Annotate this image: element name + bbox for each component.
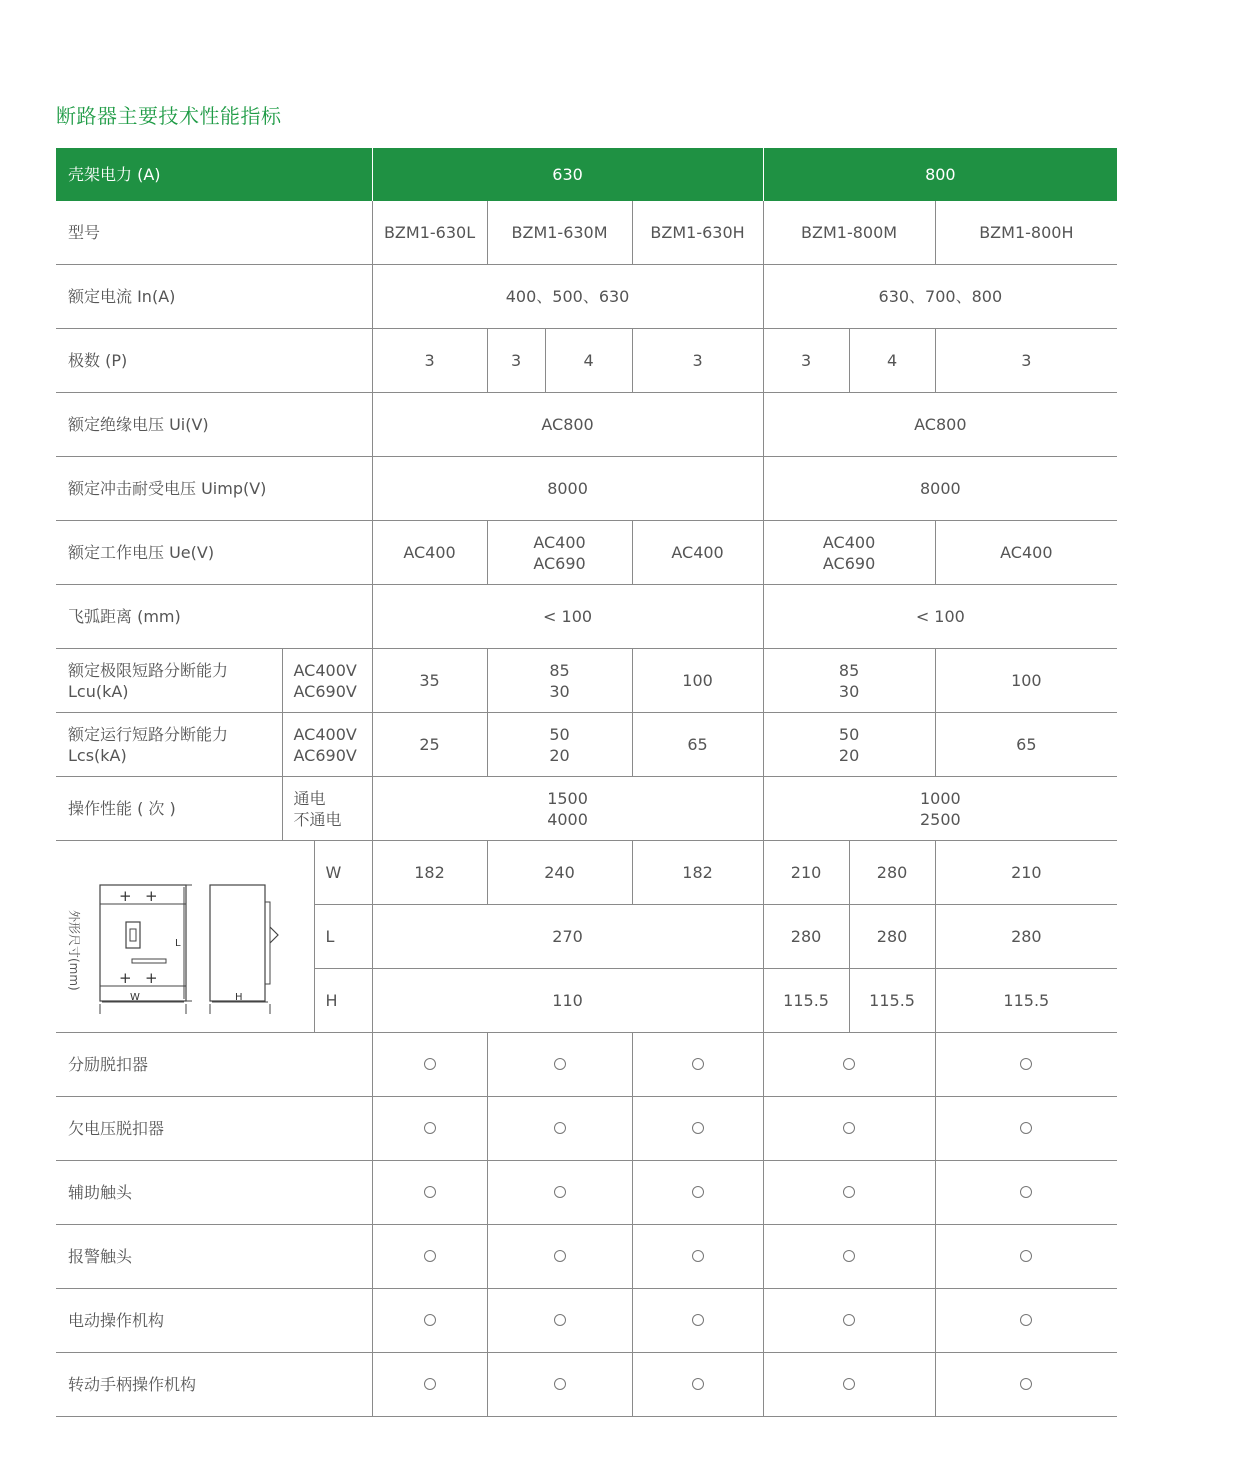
option-cell xyxy=(487,1225,632,1289)
row-label: 操作性能 ( 次 ) xyxy=(56,777,282,841)
option-cell xyxy=(632,1353,763,1417)
value-cell: 65 xyxy=(632,713,763,777)
value-cell: 400、500、630 xyxy=(372,265,763,329)
value-cell xyxy=(487,649,632,713)
option-cell xyxy=(372,1161,487,1225)
value-line: 30 xyxy=(549,681,570,701)
option-cell xyxy=(632,1161,763,1225)
label-line: 额定运行短路分断能力 xyxy=(68,724,229,744)
value-line: 30 xyxy=(838,681,860,701)
option-cell xyxy=(763,1097,935,1161)
circle-icon xyxy=(554,1378,566,1390)
dim-letter-w: W xyxy=(130,991,140,1003)
value-cell xyxy=(763,649,935,713)
circle-icon xyxy=(692,1058,704,1070)
value-cell: 210 xyxy=(935,841,1117,905)
option-cell xyxy=(487,1033,632,1097)
value-cell: 8000 xyxy=(372,457,763,521)
table-row xyxy=(56,1161,1117,1225)
value-line: AC690 xyxy=(822,553,876,573)
value-line: 20 xyxy=(838,745,860,765)
table-row xyxy=(56,329,1117,393)
option-cell xyxy=(487,1161,632,1225)
option-cell xyxy=(763,1353,935,1417)
frame-800: 800 xyxy=(763,148,1117,201)
sub-label xyxy=(282,649,372,713)
label-line: Lcs(kA) xyxy=(68,745,127,765)
circle-icon xyxy=(692,1250,704,1262)
row-label: 额定绝缘电压 Ui(V) xyxy=(56,393,372,457)
value-line: AC690 xyxy=(533,553,586,573)
row-label xyxy=(56,713,282,777)
circle-icon xyxy=(692,1122,704,1134)
label-line: 额定极限短路分断能力 xyxy=(68,660,229,680)
row-label: 欠电压脱扣器 xyxy=(56,1097,372,1161)
dim-letter-l: L xyxy=(175,937,181,949)
circle-icon xyxy=(554,1250,566,1262)
dimension-label: 外形尺寸(mm) xyxy=(67,909,81,991)
row-label: 分励脱扣器 xyxy=(56,1033,372,1097)
dimension-figure xyxy=(56,841,314,1033)
sub-line: AC690V xyxy=(293,745,357,765)
value-cell: 210 xyxy=(763,841,849,905)
value-cell: 35 xyxy=(372,649,487,713)
value-cell: 3 xyxy=(935,329,1117,393)
circle-icon xyxy=(1020,1314,1032,1326)
sub-line: AC690V xyxy=(293,681,357,701)
row-label: 额定工作电压 Ue(V) xyxy=(56,521,372,585)
value-cell xyxy=(763,521,935,585)
value-line: AC400 xyxy=(822,532,876,552)
value-cell: AC400 xyxy=(632,521,763,585)
option-cell xyxy=(632,1225,763,1289)
option-cell xyxy=(632,1289,763,1353)
value-cell: 3 xyxy=(487,329,545,393)
value-cell: AC400 xyxy=(372,521,487,585)
value-cell xyxy=(487,521,632,585)
circle-icon xyxy=(843,1378,855,1390)
table-row xyxy=(56,201,1117,265)
circle-icon xyxy=(1020,1186,1032,1198)
row-label: 转动手柄操作机构 xyxy=(56,1353,372,1417)
table-row xyxy=(56,457,1117,521)
value-cell: 280 xyxy=(935,905,1117,969)
value-line: 4000 xyxy=(547,809,588,829)
value-cell: 4 xyxy=(545,329,632,393)
value-cell: 100 xyxy=(632,649,763,713)
dim-name: L xyxy=(314,905,372,969)
value-line: AC400 xyxy=(533,532,586,552)
circle-icon xyxy=(424,1250,436,1262)
value-line: 50 xyxy=(838,724,860,744)
value-cell: 25 xyxy=(372,713,487,777)
value-cell: 182 xyxy=(372,841,487,905)
row-label: 飞弧距离 (mm) xyxy=(56,585,372,649)
value-cell: 3 xyxy=(763,329,849,393)
circle-icon xyxy=(424,1314,436,1326)
table-row xyxy=(56,393,1117,457)
model-cell: BZM1-630H xyxy=(632,201,763,265)
option-cell xyxy=(763,1289,935,1353)
circle-icon xyxy=(424,1122,436,1134)
table-row xyxy=(56,265,1117,329)
value-cell: 110 xyxy=(372,969,763,1033)
table-row xyxy=(56,777,1117,841)
dim-name: H xyxy=(314,969,372,1033)
table-row xyxy=(56,1097,1117,1161)
value-cell xyxy=(763,713,935,777)
value-cell: 65 xyxy=(935,713,1117,777)
plus-sign: + xyxy=(119,886,132,905)
option-cell xyxy=(372,1225,487,1289)
value-cell: 270 xyxy=(372,905,763,969)
row-label: 极数 (P) xyxy=(56,329,372,393)
nameplate xyxy=(132,959,166,963)
dim-name: W xyxy=(314,841,372,905)
option-cell xyxy=(487,1353,632,1417)
sub-line: 不通电 xyxy=(293,809,342,829)
frame-label: 壳架电力 (A) xyxy=(56,148,372,201)
table-row xyxy=(56,649,1117,713)
model-cell: BZM1-630L xyxy=(372,201,487,265)
circle-icon xyxy=(843,1122,855,1134)
option-cell xyxy=(763,1033,935,1097)
side-view-step xyxy=(265,902,270,984)
row-label: 型号 xyxy=(56,201,372,265)
value-cell xyxy=(487,713,632,777)
circle-icon xyxy=(843,1250,855,1262)
circle-icon xyxy=(554,1186,566,1198)
option-cell xyxy=(935,1353,1117,1417)
frame-630: 630 xyxy=(372,148,763,201)
spec-table xyxy=(56,148,1117,1417)
table-row xyxy=(56,841,1117,905)
value-line: 50 xyxy=(549,724,570,744)
value-cell: 182 xyxy=(632,841,763,905)
value-cell xyxy=(763,777,1117,841)
option-cell xyxy=(487,1289,632,1353)
value-cell: 115.5 xyxy=(935,969,1117,1033)
value-cell: 3 xyxy=(372,329,487,393)
circle-icon xyxy=(554,1122,566,1134)
plus-sign: + xyxy=(119,968,132,987)
value-line: 1500 xyxy=(547,788,588,808)
value-line: 85 xyxy=(838,660,860,680)
value-cell: AC400 xyxy=(935,521,1117,585)
dim-letter-h: H xyxy=(235,991,243,1003)
circle-icon xyxy=(692,1378,704,1390)
sub-label xyxy=(282,713,372,777)
model-cell: BZM1-630M xyxy=(487,201,632,265)
row-label: 报警触头 xyxy=(56,1225,372,1289)
circle-icon xyxy=(1020,1122,1032,1134)
table-row xyxy=(56,1289,1117,1353)
sub-line: AC400V xyxy=(293,724,357,744)
table-row xyxy=(56,1225,1117,1289)
plus-sign: + xyxy=(145,968,158,987)
value-cell: 280 xyxy=(849,841,935,905)
option-cell xyxy=(935,1289,1117,1353)
page-title: 断路器主要技术性能指标 xyxy=(56,104,282,128)
value-cell: 280 xyxy=(849,905,935,969)
label-line: Lcu(kA) xyxy=(68,681,129,701)
option-cell xyxy=(935,1033,1117,1097)
option-cell xyxy=(763,1225,935,1289)
circle-icon xyxy=(424,1186,436,1198)
option-cell xyxy=(372,1353,487,1417)
value-line: 1000 xyxy=(919,788,961,808)
option-cell xyxy=(372,1289,487,1353)
value-cell: 100 xyxy=(935,649,1117,713)
table-row xyxy=(56,1353,1117,1417)
circle-icon xyxy=(692,1186,704,1198)
sub-line: AC400V xyxy=(293,660,357,680)
circle-icon xyxy=(1020,1378,1032,1390)
option-cell xyxy=(487,1097,632,1161)
value-line: 2500 xyxy=(919,809,961,829)
option-cell xyxy=(632,1033,763,1097)
value-cell: 240 xyxy=(487,841,632,905)
circle-icon xyxy=(843,1186,855,1198)
handle xyxy=(126,922,140,948)
circle-icon xyxy=(424,1058,436,1070)
row-label xyxy=(56,649,282,713)
circle-icon xyxy=(554,1314,566,1326)
row-label: 额定冲击耐受电压 Uimp(V) xyxy=(56,457,372,521)
circle-icon xyxy=(843,1058,855,1070)
value-cell: AC800 xyxy=(372,393,763,457)
option-cell xyxy=(372,1033,487,1097)
side-view-body xyxy=(210,885,265,1001)
value-cell: 115.5 xyxy=(763,969,849,1033)
value-cell: 630、700、800 xyxy=(763,265,1117,329)
value-cell: 4 xyxy=(849,329,935,393)
circle-icon xyxy=(1020,1058,1032,1070)
sub-label xyxy=(282,777,372,841)
handle-slot xyxy=(130,929,136,941)
side-view-handle xyxy=(270,927,278,943)
row-label: 额定电流 In(A) xyxy=(56,265,372,329)
value-cell: 8000 xyxy=(763,457,1117,521)
plus-sign: + xyxy=(145,886,158,905)
model-cell: BZM1-800H xyxy=(935,201,1117,265)
value-line: 20 xyxy=(549,745,570,765)
row-label: 电动操作机构 xyxy=(56,1289,372,1353)
value-cell: < 100 xyxy=(763,585,1117,649)
row-label: 辅助触头 xyxy=(56,1161,372,1225)
header-row xyxy=(56,148,1117,201)
option-cell xyxy=(372,1097,487,1161)
value-line: 85 xyxy=(549,660,570,680)
model-cell: BZM1-800M xyxy=(763,201,935,265)
value-cell: AC800 xyxy=(763,393,1117,457)
value-cell: 115.5 xyxy=(849,969,935,1033)
sub-line: 通电 xyxy=(293,788,326,808)
circle-icon xyxy=(692,1314,704,1326)
value-cell xyxy=(372,777,763,841)
circle-icon xyxy=(424,1378,436,1390)
front-view-body xyxy=(100,885,186,1001)
option-cell xyxy=(763,1161,935,1225)
table-row xyxy=(56,521,1117,585)
option-cell xyxy=(935,1097,1117,1161)
option-cell xyxy=(935,1225,1117,1289)
value-cell: < 100 xyxy=(372,585,763,649)
table-row xyxy=(56,585,1117,649)
table-row xyxy=(56,1033,1117,1097)
option-cell xyxy=(632,1097,763,1161)
table-row xyxy=(56,713,1117,777)
circle-icon xyxy=(554,1058,566,1070)
breaker-outline-drawing xyxy=(56,842,314,1032)
value-cell: 3 xyxy=(632,329,763,393)
option-cell xyxy=(935,1161,1117,1225)
circle-icon xyxy=(1020,1250,1032,1262)
circle-icon xyxy=(843,1314,855,1326)
value-cell: 280 xyxy=(763,905,849,969)
